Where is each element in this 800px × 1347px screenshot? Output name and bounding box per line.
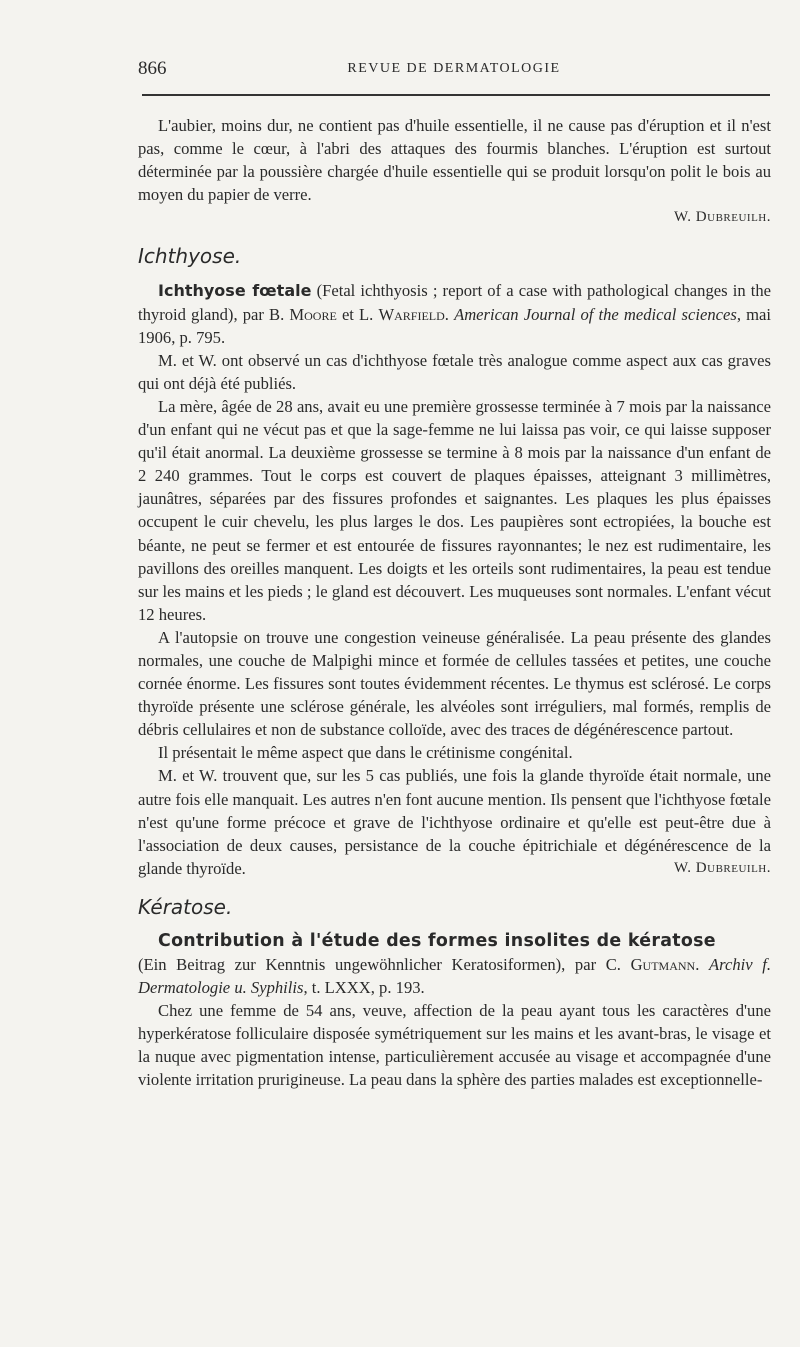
paragraph: Il présentait le même aspect que dans le crétinisme congénital. [158, 743, 573, 763]
page-header [138, 58, 770, 86]
paragraph: M. et W. trouvent que, sur les 5 cas publiés, une fois la glande thyroïde était normale, une autre fois elle manquait. Les autres n'en font aucune mention. Ils pensent que l'ichthyose fœtale n'est qu'une forme précoce et grave de l'ichthyose ordinaire et qu'elle est peut-être due à l'association de deux causes, persistance de la couche épitrichiale et dégénérescence de la glande thyroïde. W. Dubreuilh. [138, 764, 771, 879]
article-title: Ichthyose fœtale [158, 281, 312, 301]
page-body [138, 114, 771, 1092]
author-name: Gutmann [630, 955, 696, 974]
section-heading-ichthyose: Ichthyose. [138, 244, 242, 269]
paragraph: La mère, âgée de 28 ans, avait eu une première grossesse terminée à 7 mois par la naissance d'un enfant qui ne vécut pas et que la sage-femme ne lui laissa pas voir, ce qui laisse supposer qu'il était anormal. La deuxième grossesse se termine à 8 mois par la naissance d'un enfant de 2 240 grammes. Tout le corps est couvert de plaques épaisses, atteignant 3 millimètres, jaunâtres, séparées par des fissures profondes et saignantes. Les plaques les plus épaisses occupent le cuir chevelu, les plus larges le dos. Les paupières sont ectropiées, la bouche est béante, ne peut se fermer et est entourée de fissures rayonnantes; le nez est rudimentaire, les pavillons des oreilles manquent. Les doigts et les orteils sont rudimentaires, la peau est tendue sur les mains et les pieds ; le gland est découvert. Les muqueuses sont normales. L'enfant vécut 12 heures. [138, 396, 771, 624]
intro-paragraph: L'aubier, moins dur, ne contient pas d'huile essentielle, il ne cause pas d'éruption et il n'est pas, comme le cœur, à l'abri des attaques des fourmis blanches. L'éruption est surtout déterminée par la poussière chargée d'huile essentielle qui se produit lorsqu'on polit le bois au moyen du papier de verre. [138, 116, 771, 205]
paragraph: Chez une femme de 54 ans, veuve, affection de la peau ayant tous les caractères d'une hyperkératose folliculaire disposée symétriquement sur les mains et les avant-bras, le visage et la nuque avec pigmentation intense, particulièrement accusée au visage et accompagnée d'une violente irritation prurigineuse. La peau dans la sphère des parties malades est exceptionnelle- [138, 1001, 771, 1090]
running-title: REVUE DE DERMATOLOGIE [347, 61, 561, 76]
section-heading-keratose: Kératose. [138, 894, 233, 919]
section1-signature: W. Dubreuilh. [674, 859, 771, 876]
journal-name: American Journal of the medical sciences [454, 304, 737, 324]
reference-ichthyose: Ichthyose fœtale (Fetal ichthyosis ; report of a case with pathological changes in the thyroid gland), par B. Moore et L. Warfield. American Journal of the medical sciences, mai 1906, p. 795. [138, 281, 772, 347]
article-title: Contribution à l'étude des formes insolites de kératose [158, 930, 716, 951]
header-rule [142, 94, 770, 96]
author-name: Warfield [378, 304, 445, 324]
intro-signature: W. Dubreuilh. [674, 209, 771, 226]
page-number: 866 [138, 58, 167, 79]
author-name: Moore [289, 304, 337, 324]
reference-keratose: (Ein Beitrag zur Kenntnis ungewöhnlicher Keratosiformen), par C. Gutmann. Archiv f. Dermatologie u. Syphilis, t. LXXX, p. 193. [138, 955, 771, 998]
paragraph: A l'autopsie on trouve une congestion veineuse généralisée. La peau présente des glandes normales, une couche de Malpighi mince et formée de cellules tassées et petites, une couche cornée énorme. Les fissures sont toutes évidemment récentes. Le thymus est sclérosé. Le corps thyroïde présente une sclérose générale, les alvéoles sont irréguliers, mal formés, remplis de débris cellulaires et non de substance colloïde, avec des traces de dégénérescence partout. [138, 627, 771, 740]
journal-name: Archiv f. Dermatologie u. Syphilis [138, 955, 771, 998]
paragraph: M. et W. ont observé un cas d'ichthyose fœtale très analogue comme aspect aux cas graves qui ont déjà été publiés. [138, 350, 771, 393]
